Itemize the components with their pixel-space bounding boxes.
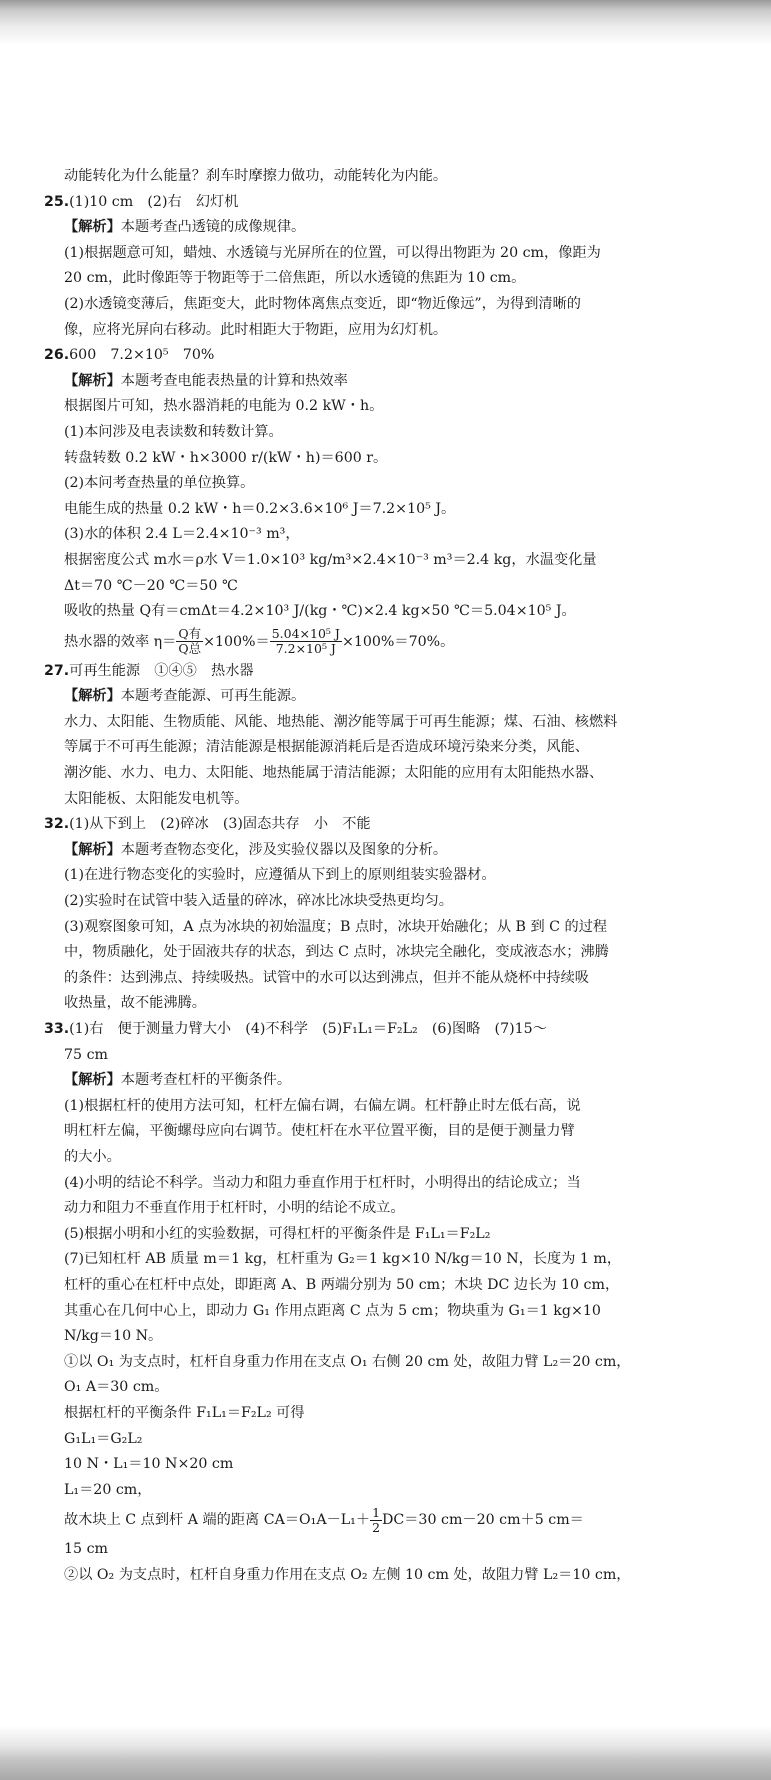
analysis-text: 本题考查凸透镜的成像规律。 — [120, 219, 306, 236]
text-line: (5)根据小明和小红的实验数据，可得杠杆的平衡条件是 F₁L₁＝F₂L₂ — [64, 1225, 491, 1242]
answer-text: (1)右 便于测量力臂大小 (4)不科学 (5)F₁L₁＝F₂L₂ (6)图略 (7)15～ — [69, 1021, 547, 1037]
text-line: 15 cm — [64, 1541, 108, 1558]
answer-line — [44, 812, 724, 838]
text-line: 根据图片可知，热水器消耗的电能为 0.2 kW・h。 — [64, 398, 384, 415]
analysis-line — [44, 369, 724, 395]
answer-line — [44, 343, 724, 369]
text-line: 根据密度公式 m水＝ρ水 V＝1.0×10³ kg/m³×2.4×10⁻³ m³＝2.4 kg，水温变化量 — [64, 551, 597, 568]
text-line: 像，应将光屏向右移动。此时相距大于物距，应用为幻灯机。 — [64, 321, 448, 338]
text-line: N/kg＝10 N。 — [64, 1328, 163, 1345]
scan-top-shadow — [0, 0, 771, 46]
fraction — [176, 627, 203, 656]
formula-text: ×100%＝ — [203, 633, 270, 650]
answer-text: (1)10 cm (2)右 幻灯机 — [69, 193, 239, 210]
fraction-denominator: 7.2×10⁵ J — [275, 641, 336, 657]
answer-line — [44, 1017, 724, 1043]
question-number: 26. — [44, 347, 70, 364]
text-line: 吸收的热量 Q有＝cmΔt＝4.2×10³ J/(kg・℃)×2.4 kg×50 ℃＝5.04×10⁵ J。 — [64, 603, 576, 620]
text-line: 电能生成的热量 0.2 kW・h＝0.2×3.6×10⁶ J＝7.2×10⁵ J。 — [64, 500, 456, 517]
text-line: 的大小。 — [64, 1148, 121, 1165]
scan-bottom-shadow — [0, 1726, 771, 1780]
text-line: 根据杠杆的平衡条件 F₁L₁＝F₂L₂ 可得 — [64, 1404, 305, 1421]
text-line: ①以 O₁ 为支点时，杠杆自身重力作用在支点 O₁ 右侧 20 cm 处，故阻力臂 L₂＝20 cm， — [64, 1353, 631, 1370]
text-line: 动力和阻力不垂直作用于杠杆时，小明的结论不成立。 — [64, 1200, 405, 1217]
fraction-denominator: Q总 — [178, 641, 202, 657]
text-line: Δt＝70 ℃－20 ℃＝50 ℃ — [64, 577, 238, 594]
formula-text: 故木块上 C 点到杆 A 端的距离 CA＝O₁A－L₁＋ — [64, 1512, 371, 1529]
question-number: 27. — [44, 662, 70, 679]
text-line: (7)已知杠杆 AB 质量 m＝1 kg，杠杆重为 G₂＝1 kg×10 N/kg＝10 N，长度为 1 m， — [64, 1251, 622, 1268]
answer-line — [44, 190, 724, 216]
formula-text: 热水器的效率 η＝ — [64, 633, 177, 650]
answer-text: 600 7.2×10⁵ 70% — [69, 347, 215, 364]
analysis-line — [44, 1068, 724, 1094]
question-number: 32. — [44, 816, 70, 833]
text-line: (1)根据杠杆的使用方法可知，杠杆左偏右调，右偏左调。杠杆静止时左低右高，说 — [64, 1097, 581, 1114]
text-line: 75 cm — [64, 1046, 108, 1063]
answer-line — [44, 659, 724, 685]
text-line: 转盘转数 0.2 kW・h×3000 r/(kW・h)＝600 r。 — [64, 449, 388, 466]
text-line: (2)实验时在试管中装入适量的碎冰，碎冰比冰块受热更均匀。 — [64, 893, 453, 910]
answer-key-document — [44, 164, 724, 1588]
analysis-tag: 【解析】 — [64, 1072, 121, 1089]
text-line: 10 N・L₁＝10 N×20 cm — [64, 1456, 234, 1473]
analysis-tag: 【解析】 — [64, 219, 121, 236]
analysis-text: 本题考查杠杆的平衡条件。 — [120, 1072, 292, 1089]
text-line: (4)小明的结论不科学。当动力和阻力垂直作用于杠杆时，小明得出的结论成立；当 — [64, 1174, 581, 1191]
analysis-line — [44, 684, 724, 710]
question-number: 33. — [44, 1021, 70, 1037]
text-line: (2)水透镜变薄后，焦距变大，此时物体离焦点变近，即“物近像远”，为得到清晰的 — [64, 295, 581, 312]
text-line: L₁＝20 cm， — [64, 1481, 152, 1498]
fraction-numerator: 1 — [372, 1504, 381, 1520]
question-number: 25. — [44, 193, 70, 210]
text-line: 20 cm，此时像距等于物距等于二倍焦距，所以水透镜的焦距为 10 cm。 — [64, 270, 526, 287]
formula-text: DC＝30 cm－20 cm＋5 cm＝ — [382, 1512, 584, 1529]
text-line: 潮汐能、水力、电力、太阳能、地热能属于清洁能源；太阳能的应用有太阳能热水器、 — [64, 765, 604, 782]
analysis-tag: 【解析】 — [64, 688, 121, 705]
text-line: (3)水的体积 2.4 L＝2.4×10⁻³ m³， — [64, 526, 300, 543]
analysis-line — [44, 838, 724, 864]
analysis-text: 本题考查能源、可再生能源。 — [120, 688, 306, 705]
text-line: 收热量，故不能沸腾。 — [64, 995, 206, 1012]
text-line: 的条件：达到沸点、持续吸热。试管中的水可以达到沸点，但并不能从烧杯中持续吸 — [64, 969, 589, 986]
text-line: (1)本问涉及电表读数和转数计算。 — [64, 423, 283, 440]
fraction-numerator: 5.04×10⁵ J — [271, 626, 340, 642]
text-line: O₁ A＝30 cm。 — [64, 1379, 169, 1396]
text-line: 中，物质融化，处于固液共存的状态，到达 C 点时，冰块完全融化，变成液态水；沸腾 — [64, 944, 609, 961]
text-line: 等属于不可再生能源；清洁能源是根据能源消耗后是否造成环境污染来分类，风能、 — [64, 739, 589, 756]
text-line: ②以 O₂ 为支点时，杠杆自身重力作用在支点 O₂ 左侧 10 cm 处，故阻力臂 L₂＝10 cm， — [64, 1566, 631, 1583]
text-line: 杠杆的重心在杠杆中点处，即距离 A、B 两端分别为 50 cm；木块 DC 边长为 10 cm， — [64, 1276, 620, 1293]
analysis-tag: 【解析】 — [64, 841, 121, 858]
analysis-line — [44, 215, 724, 241]
answer-text: 可再生能源 ①④⑤ 热水器 — [69, 662, 254, 679]
fraction — [370, 1506, 382, 1535]
text-line: (1)根据题意可知，蜡烛、水透镜与光屏所在的位置，可以得出物距为 20 cm，像距为 — [64, 244, 601, 261]
text-line: (1)在进行物态变化的实验时，应遵循从下到上的原则组装实验器材。 — [64, 867, 496, 884]
text-line: G₁L₁＝G₂L₂ — [64, 1430, 143, 1447]
answer-text: (1)从下到上 (2)碎冰 (3)固态共存 小 不能 — [69, 816, 371, 833]
text-line: (2)本问考查热量的单位换算。 — [64, 475, 255, 492]
text-line: (3)观察图象可知，A 点为冰块的初始温度；B 点时，冰块开始融化；从 B 到 C 的过程 — [64, 918, 608, 935]
fraction — [270, 627, 342, 656]
text-line: 太阳能板、太阳能发电机等。 — [64, 790, 249, 807]
text-line: 其重心在几何中心上，即动力 G₁ 作用点距离 C 点为 5 cm；物块重为 G₁＝1 kg×10 — [64, 1302, 601, 1319]
efficiency-formula — [44, 625, 724, 659]
text-line: 动能转化为什么能量？刹车时摩擦力做功，动能转化为内能。 — [64, 168, 448, 184]
fraction-denominator: 2 — [372, 1519, 381, 1535]
text-line: 明杠杆左偏，平衡螺母应向右调节。使杠杆在水平位置平衡，目的是便于测量力臂 — [64, 1123, 575, 1140]
distance-formula — [44, 1503, 724, 1537]
fraction-numerator: Q有 — [178, 626, 202, 642]
analysis-tag: 【解析】 — [64, 372, 121, 389]
formula-text: ×100%＝70%。 — [341, 633, 455, 650]
analysis-text: 本题考查电能表热量的计算和热效率 — [120, 372, 348, 389]
analysis-text: 本题考查物态变化，涉及实验仪器以及图象的分析。 — [120, 841, 448, 858]
text-line: 水力、太阳能、生物质能、风能、地热能、潮汐能等属于可再生能源；煤、石油、核燃料 — [64, 713, 618, 730]
